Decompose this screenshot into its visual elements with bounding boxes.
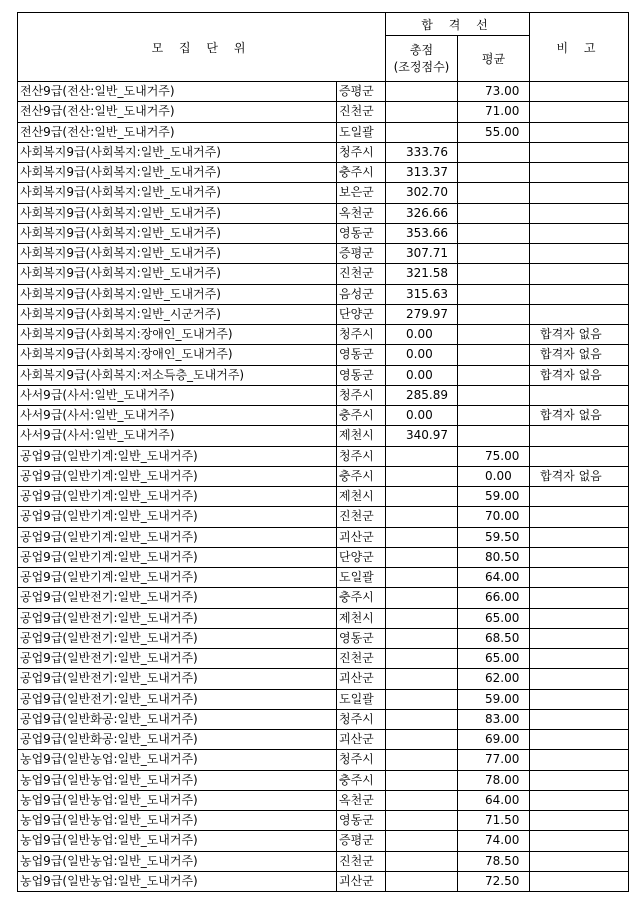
cell-unit: 공업9급(일반기계:일반_도내거주) [18,568,337,588]
cell-note [530,122,629,142]
cell-note [530,284,629,304]
cell-region: 제천시 [337,608,386,628]
cell-total [386,730,458,750]
table-header [18,13,629,82]
table-row [18,487,629,507]
cell-region: 영동군 [337,628,386,648]
cell-unit: 공업9급(일반기계:일반_도내거주) [18,487,337,507]
header-unit: 모 집 단 위 [18,13,386,82]
table-row [18,304,629,324]
cell-average: 59.00 [458,689,530,709]
cell-average: 74.00 [458,831,530,851]
cell-note [530,790,629,810]
table-row [18,284,629,304]
cell-region: 제천시 [337,487,386,507]
cell-total [386,588,458,608]
cell-region: 괴산군 [337,730,386,750]
cell-total [386,790,458,810]
cell-unit: 농업9급(일반농업:일반_도내거주) [18,871,337,891]
table-row [18,628,629,648]
cell-unit: 사회복지9급(사회복지:장애인_도내거주) [18,345,337,365]
table-row [18,649,629,669]
cell-average: 73.00 [458,82,530,102]
cell-note [530,426,629,446]
cell-average: 77.00 [458,750,530,770]
cell-region: 증평군 [337,244,386,264]
cell-average: 59.00 [458,487,530,507]
cell-average: 0.00 [458,466,530,486]
table-row [18,406,629,426]
cell-total: 285.89 [386,385,458,405]
cell-unit: 농업9급(일반농업:일반_도내거주) [18,790,337,810]
table-row [18,689,629,709]
cell-total [386,547,458,567]
cell-average [458,142,530,162]
cell-average [458,183,530,203]
cell-unit: 사회복지9급(사회복지:일반_도내거주) [18,244,337,264]
cell-average [458,365,530,385]
cell-region: 진천군 [337,102,386,122]
table-row [18,446,629,466]
cell-note [530,487,629,507]
cell-region: 진천군 [337,649,386,669]
cell-total [386,102,458,122]
cell-unit: 공업9급(일반기계:일반_도내거주) [18,446,337,466]
cell-note [530,527,629,547]
cell-region: 청주시 [337,750,386,770]
cell-total: 315.63 [386,284,458,304]
cell-note [530,203,629,223]
cell-region: 보은군 [337,183,386,203]
cell-total: 353.66 [386,223,458,243]
cell-total [386,669,458,689]
header-total-line1: 총점 [409,42,434,57]
cell-unit: 사회복지9급(사회복지:일반_도내거주) [18,163,337,183]
cell-unit: 사회복지9급(사회복지:일반_도내거주) [18,264,337,284]
cell-unit: 농업9급(일반농업:일반_도내거주) [18,770,337,790]
cell-total [386,649,458,669]
cell-note [530,770,629,790]
cell-region: 괴산군 [337,871,386,891]
cell-average: 65.00 [458,649,530,669]
cell-region: 괴산군 [337,527,386,547]
cell-unit: 사회복지9급(사회복지:일반_도내거주) [18,183,337,203]
table-row [18,122,629,142]
cell-region: 음성군 [337,284,386,304]
cell-unit: 공업9급(일반기계:일반_도내거주) [18,466,337,486]
cell-total [386,709,458,729]
cell-average: 68.50 [458,628,530,648]
cell-total [386,770,458,790]
cell-average [458,304,530,324]
cell-unit: 농업9급(일반농업:일반_도내거주) [18,811,337,831]
cell-average: 59.50 [458,527,530,547]
cell-total: 0.00 [386,345,458,365]
table-row [18,365,629,385]
cell-average [458,325,530,345]
header-average: 평균 [458,36,530,82]
cell-note [530,446,629,466]
table-row [18,385,629,405]
cell-region: 증평군 [337,82,386,102]
cell-average: 64.00 [458,790,530,810]
table-row [18,547,629,567]
cell-unit: 공업9급(일반전기:일반_도내거주) [18,588,337,608]
cell-region: 충주시 [337,406,386,426]
cell-region: 옥천군 [337,790,386,810]
cell-unit: 공업9급(일반화공:일반_도내거주) [18,709,337,729]
cell-region: 충주시 [337,163,386,183]
cell-note [530,709,629,729]
cell-unit: 사회복지9급(사회복지:일반_도내거주) [18,203,337,223]
cell-note [530,608,629,628]
cell-region: 충주시 [337,466,386,486]
table-row [18,223,629,243]
cell-note [530,851,629,871]
cell-average: 71.00 [458,102,530,122]
cell-note [530,669,629,689]
table-row [18,507,629,527]
cell-total: 313.37 [386,163,458,183]
cell-average [458,345,530,365]
table-row [18,183,629,203]
cell-note [530,568,629,588]
cell-unit: 공업9급(일반전기:일반_도내거주) [18,628,337,648]
table-row [18,264,629,284]
cell-region: 청주시 [337,385,386,405]
cell-average: 62.00 [458,669,530,689]
cell-total: 279.97 [386,304,458,324]
cell-average [458,203,530,223]
cell-region: 도일괄 [337,122,386,142]
cell-total [386,487,458,507]
cell-region: 진천군 [337,264,386,284]
cell-note [530,163,629,183]
cell-note [530,547,629,567]
cell-unit: 사회복지9급(사회복지:장애인_도내거주) [18,325,337,345]
cutline-table [17,12,629,892]
cell-total [386,628,458,648]
table-row [18,527,629,547]
cell-average: 78.00 [458,770,530,790]
cell-unit: 공업9급(일반전기:일반_도내거주) [18,608,337,628]
cell-unit: 공업9급(일반기계:일반_도내거주) [18,547,337,567]
cell-total [386,82,458,102]
cell-unit: 사회복지9급(사회복지:일반_시군거주) [18,304,337,324]
cell-note [530,689,629,709]
table-row [18,568,629,588]
cell-total: 333.76 [386,142,458,162]
cell-total: 302.70 [386,183,458,203]
table-row [18,851,629,871]
cell-note [530,264,629,284]
header-total [386,36,458,82]
cell-region: 괴산군 [337,669,386,689]
cell-unit: 사회복지9급(사회복지:일반_도내거주) [18,142,337,162]
table-row [18,730,629,750]
table-body [18,82,629,892]
cell-unit: 사서9급(사서:일반_도내거주) [18,406,337,426]
cell-total [386,689,458,709]
table-row [18,871,629,891]
cell-region: 증평군 [337,831,386,851]
cell-average: 71.50 [458,811,530,831]
cell-note [530,223,629,243]
cell-unit: 전산9급(전산:일반_도내거주) [18,102,337,122]
cell-average: 72.50 [458,871,530,891]
cell-unit: 사회복지9급(사회복지:일반_도내거주) [18,284,337,304]
cell-note: 합격자 없음 [530,365,629,385]
table-row [18,669,629,689]
table-row [18,426,629,446]
cell-total [386,507,458,527]
cell-region: 제천시 [337,426,386,446]
cell-average: 64.00 [458,568,530,588]
cell-note [530,142,629,162]
cell-average: 70.00 [458,507,530,527]
cell-region: 청주시 [337,142,386,162]
cell-unit: 사서9급(사서:일반_도내거주) [18,385,337,405]
cell-total: 326.66 [386,203,458,223]
cell-unit: 농업9급(일반농업:일반_도내거주) [18,831,337,851]
cell-note [530,750,629,770]
cell-region: 충주시 [337,588,386,608]
cell-unit: 공업9급(일반전기:일반_도내거주) [18,649,337,669]
cell-total [386,122,458,142]
cell-region: 청주시 [337,446,386,466]
cell-region: 충주시 [337,770,386,790]
cell-note [530,831,629,851]
cell-total: 0.00 [386,325,458,345]
cell-average [458,284,530,304]
header-total-line2: (조정점수) [393,59,450,74]
table-row [18,325,629,345]
cell-note [530,102,629,122]
cell-region: 단양군 [337,547,386,567]
cell-note [530,649,629,669]
table-row [18,608,629,628]
cell-unit: 사회복지9급(사회복지:일반_도내거주) [18,223,337,243]
cell-total [386,466,458,486]
cell-region: 진천군 [337,507,386,527]
cell-average: 75.00 [458,446,530,466]
cell-unit: 공업9급(일반전기:일반_도내거주) [18,689,337,709]
cell-total [386,527,458,547]
cell-average: 66.00 [458,588,530,608]
cell-total: 0.00 [386,365,458,385]
table-row [18,466,629,486]
cell-note [530,628,629,648]
cell-note [530,871,629,891]
table-row [18,142,629,162]
cell-region: 영동군 [337,345,386,365]
table-row [18,750,629,770]
cell-total: 307.71 [386,244,458,264]
cell-unit: 공업9급(일반전기:일반_도내거주) [18,669,337,689]
cell-average [458,244,530,264]
header-cutline: 합 격 선 [386,13,530,36]
cell-total: 340.97 [386,426,458,446]
cell-note [530,244,629,264]
cell-total [386,750,458,770]
cell-unit: 사서9급(사서:일반_도내거주) [18,426,337,446]
table-row [18,244,629,264]
cell-region: 영동군 [337,223,386,243]
cell-total: 321.58 [386,264,458,284]
cell-unit: 전산9급(전산:일반_도내거주) [18,82,337,102]
cell-average [458,163,530,183]
cell-total [386,851,458,871]
header-remarks: 비 고 [530,13,629,82]
table-row [18,345,629,365]
cell-unit: 농업9급(일반농업:일반_도내거주) [18,851,337,871]
table-row [18,811,629,831]
cell-total [386,871,458,891]
cell-average: 78.50 [458,851,530,871]
cell-note: 합격자 없음 [530,345,629,365]
cell-note [530,507,629,527]
cell-note [530,588,629,608]
cell-total [386,811,458,831]
table-row [18,790,629,810]
cell-note [530,385,629,405]
cell-region: 청주시 [337,325,386,345]
cell-average [458,223,530,243]
cell-total [386,608,458,628]
cell-total [386,568,458,588]
cell-unit: 공업9급(일반화공:일반_도내거주) [18,730,337,750]
cell-region: 도일괄 [337,568,386,588]
table-row [18,82,629,102]
cell-unit: 공업9급(일반기계:일반_도내거주) [18,507,337,527]
cell-total [386,446,458,466]
cell-region: 영동군 [337,365,386,385]
cell-average [458,426,530,446]
cell-region: 도일괄 [337,689,386,709]
cell-region: 영동군 [337,811,386,831]
cell-average: 83.00 [458,709,530,729]
table-row [18,770,629,790]
cell-average [458,264,530,284]
cell-note [530,730,629,750]
cell-average [458,385,530,405]
cell-note: 합격자 없음 [530,406,629,426]
cell-unit: 전산9급(전산:일반_도내거주) [18,122,337,142]
cell-unit: 사회복지9급(사회복지:저소득층_도내거주) [18,365,337,385]
cell-average: 55.00 [458,122,530,142]
cell-region: 진천군 [337,851,386,871]
table-row [18,102,629,122]
cell-region: 옥천군 [337,203,386,223]
cell-region: 청주시 [337,709,386,729]
table-row [18,203,629,223]
table-row [18,588,629,608]
cell-average: 80.50 [458,547,530,567]
cell-total [386,831,458,851]
table-row [18,163,629,183]
cell-unit: 공업9급(일반기계:일반_도내거주) [18,527,337,547]
table-row [18,831,629,851]
cell-note [530,82,629,102]
cell-total: 0.00 [386,406,458,426]
cell-average: 69.00 [458,730,530,750]
cell-average [458,406,530,426]
cell-note: 합격자 없음 [530,466,629,486]
cell-note [530,183,629,203]
cell-average: 65.00 [458,608,530,628]
cell-unit: 농업9급(일반농업:일반_도내거주) [18,750,337,770]
cell-region: 단양군 [337,304,386,324]
table-row [18,709,629,729]
cell-note: 합격자 없음 [530,325,629,345]
cell-note [530,811,629,831]
cell-note [530,304,629,324]
